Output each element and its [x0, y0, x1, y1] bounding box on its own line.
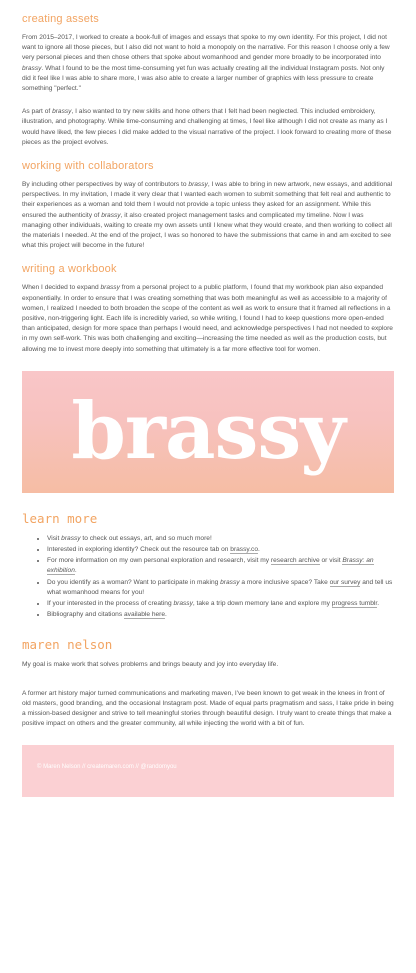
text-run: , it also created project management tasks and complicated my timeline. Now I was managing other individuals, waiting to create my own assets until I knew what they would create, and then working to collect all the materials I needed. At the end of the project, I was so honored to have the submissions that came in and am excited to see what this project will become in the future! — [22, 211, 392, 250]
list-item — [47, 599, 394, 609]
brassy-link[interactable]: brassy — [61, 534, 81, 542]
author-bio: A former art history major turned communications and marketing maven, I've been known to get weak in the knees in front of old masters, good branding, and the occasional Instagram post. Made of equal parts pragmatism and sass, I take pride in being a mission-based designer and strive to tell meaningful stories through beautiful design. I truly want to create things that make a positive impact on others and the greater community, all while injecting the world with a bit of fun. — [22, 689, 394, 728]
text-run: . — [74, 567, 77, 575]
text-run: Interested in exploring identity? Check out the resource tab on — [47, 546, 231, 554]
author-name-heading: maren nelson — [22, 636, 113, 652]
progress-tumblr-link[interactable]: progress tumblr — [331, 600, 378, 608]
about-section — [22, 637, 394, 730]
creating-assets-paragraph-2 — [22, 107, 394, 148]
list-item — [47, 534, 394, 544]
list-item — [47, 610, 394, 620]
learn-more-list — [22, 534, 394, 621]
brassy-exhibition-link[interactable]: Brassy: an exhibition — [47, 557, 374, 575]
text-run: , take a trip down memory lane and explore my — [192, 600, 332, 608]
site-footer — [22, 745, 394, 797]
brassy-emphasis: brassy — [220, 578, 240, 586]
bibliography-link[interactable]: available here — [123, 611, 166, 619]
text-run: . What I found to be the most time-consuming yet fun was actually creating all the individual Instagram posts. Not only did it feel like I was able to share more, I was also able to create a larger number of graphics with less pressure to create something "perfect." — [22, 64, 385, 93]
creating-assets-paragraph-1 — [22, 33, 394, 94]
text-run: Visit — [47, 534, 62, 542]
text-run: Bibliography and citations — [47, 611, 124, 619]
brassy-emphasis: brassy — [173, 600, 193, 608]
text-run: As part of — [22, 108, 53, 116]
text-run: , I also wanted to try new skills and hone others that I felt had been neglected. This included embroidery, illustration, and photography. While time-consuming and challenging at times, I feel like although I did not create as many as I would have liked, the few pieces I did make added to the visual narrative of the project. I look forward to creating more of these pieces as the project evolves. — [22, 108, 392, 146]
text-run: . — [377, 600, 380, 608]
text-run: . — [165, 611, 167, 619]
text-run: Do you identify as a woman? Want to participate in making — [47, 578, 221, 586]
text-run: . — [258, 546, 260, 554]
text-run: to check out essays, art, and so much more! — [80, 534, 212, 542]
footer-separator: // — [135, 763, 139, 770]
text-run: from a personal project to a public platform, I found that my workbook plan also expanded exponentially. In order to ensure that I was creating something that was both meaningful as well as accessible to a majority of women, I realized I needed to both broaden the scope of the content as well as work to ensure that it framed all reflections in a positive, non-triggering light. Each life is incredibly varied, so while writing, I found I had to keep questions more open-ended than anticipated, design for more space than perhaps I would need, and acknowledge perspectives I had not needed to explore in my own self-work. This was both challenging and exciting—increasing the time needed as well as the production costs, but allowing me to invest more deeply into something that ultimately is a far more effective tool for women. — [22, 284, 393, 353]
learn-more-heading: learn more — [22, 510, 98, 526]
goal-statement: My goal is make work that solves problems and brings beauty and joy into everyday life. — [22, 660, 279, 668]
list-item — [47, 545, 394, 555]
footer-separator: // — [82, 763, 86, 770]
page-content — [0, 13, 416, 797]
learn-more-section — [22, 511, 394, 621]
brassy-co-link[interactable]: brassy.co — [230, 546, 259, 554]
collaborators-section — [22, 160, 394, 251]
text-run: or visit — [319, 557, 343, 565]
text-run: If your interested in the process of creating — [47, 600, 174, 608]
list-item — [47, 556, 394, 576]
research-archive-link[interactable]: research archive — [270, 557, 320, 565]
brassy-emphasis: brassy — [101, 211, 121, 219]
brassy-emphasis: brassy — [100, 284, 120, 292]
survey-link[interactable]: our survey — [329, 578, 361, 586]
text-run: By including other perspectives by way of contributors to — [22, 181, 189, 189]
text-run: and tell us what womanhood means for you! — [47, 578, 393, 596]
text-run: When I decided to expand — [22, 284, 101, 292]
collaborators-paragraph — [22, 180, 394, 251]
brassy-logo-wordmark: brassy — [71, 385, 345, 477]
website-link[interactable]: createmaren.com — [87, 763, 134, 770]
brassy-hero-banner — [22, 371, 394, 493]
workbook-paragraph — [22, 283, 394, 354]
section-heading-collaborators: working with collaborators — [22, 160, 154, 173]
list-item — [47, 578, 394, 598]
instagram-handle-link[interactable]: @randomyou — [140, 763, 177, 770]
brassy-emphasis: brassy — [52, 108, 72, 116]
brassy-emphasis: brassy — [188, 181, 208, 189]
workbook-section — [22, 263, 394, 354]
section-heading-creating-assets: creating assets — [22, 13, 99, 25]
brassy-emphasis: brassy — [22, 64, 42, 72]
text-run: From 2015–2017, I worked to create a book-full of images and essays that spoke to my own identity. For this project, I did not want to ignore all those pieces, but I also did not want to hold a monopoly on the narrative. For this reason I choose only a few very personal pieces and then chose others that spoke about womanhood and gender more broadly to be incorporated into — [22, 34, 390, 62]
text-run: For more information on my own personal exploration and research, visit my — [47, 557, 271, 565]
copyright-text: © Maren Nelson — [37, 763, 81, 770]
creating-assets-section — [22, 13, 394, 148]
text-run: , I was able to bring in new artwork, new essays, and additional perspectives. In my invitation, I made it very clear that I wanted each women to submit something that felt real and authentic to their experiences as a woman and told them I would not provide a topic unless they asked for an assignment. While this ensured the authenticity of — [22, 181, 393, 219]
section-heading-workbook: writing a workbook — [22, 263, 117, 276]
text-run: a more inclusive space? Take — [239, 578, 330, 586]
